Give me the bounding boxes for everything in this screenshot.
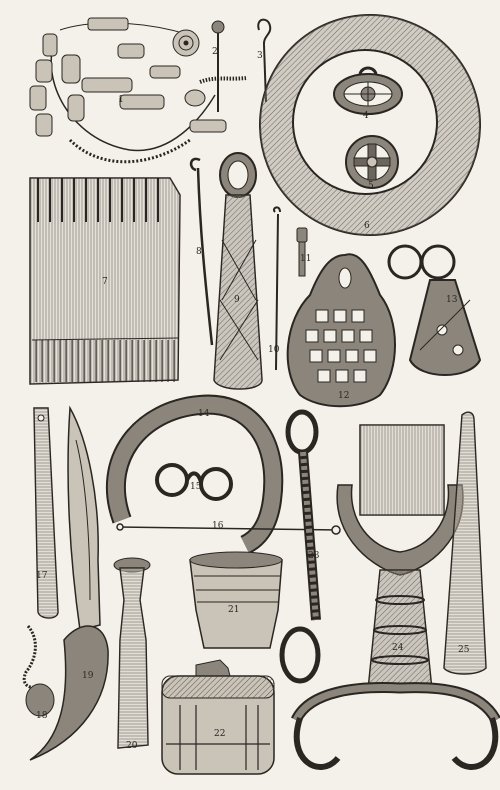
openwork-pendant [288, 254, 395, 406]
small-key [297, 228, 307, 276]
figure-number-15: 15 [190, 482, 202, 492]
figure-number-17: 17 [36, 571, 48, 581]
chain-fob [24, 626, 54, 716]
figure-number-2: 2 [212, 47, 218, 57]
ring-pendant [389, 246, 480, 375]
figure-number-3: 3 [257, 51, 263, 61]
figure-number-1: 1 [118, 95, 124, 105]
small-vessel [190, 552, 282, 648]
twisted-rod [282, 412, 318, 681]
figure-number-4: 4 [363, 111, 369, 121]
socketed-tube [114, 558, 150, 748]
figure-number-23: 23 [308, 551, 320, 561]
carved-box [162, 660, 274, 774]
large-decorated-ring [260, 15, 480, 235]
figure-number-25: 25 [458, 645, 470, 655]
tapered-point [444, 412, 486, 674]
figure-number-11: 11 [300, 254, 312, 264]
figure-number-20: 20 [126, 741, 138, 751]
figure-number-22: 22 [214, 729, 226, 739]
figure-number-21: 21 [228, 605, 240, 615]
figure-number-24: 24 [392, 643, 404, 653]
figure-number-16: 16 [212, 521, 224, 531]
figure-number-8: 8 [196, 247, 202, 257]
figure-number-7: 7 [102, 277, 108, 287]
figure-number-6: 6 [364, 221, 370, 231]
figure-number-18: 18 [36, 711, 48, 721]
coiled-wire-ornament [200, 78, 246, 82]
decorated-handle [214, 153, 262, 389]
bead-necklace [30, 18, 226, 162]
figure-number-14: 14 [198, 409, 210, 419]
decorated-bar [34, 408, 58, 618]
figure-number-19: 19 [82, 671, 94, 681]
figure-number-12: 12 [338, 391, 350, 401]
figure-number-9: 9 [234, 295, 240, 305]
figure-number-5: 5 [368, 181, 374, 191]
figure-number-10: 10 [268, 345, 280, 355]
figure-number-13: 13 [446, 295, 458, 305]
